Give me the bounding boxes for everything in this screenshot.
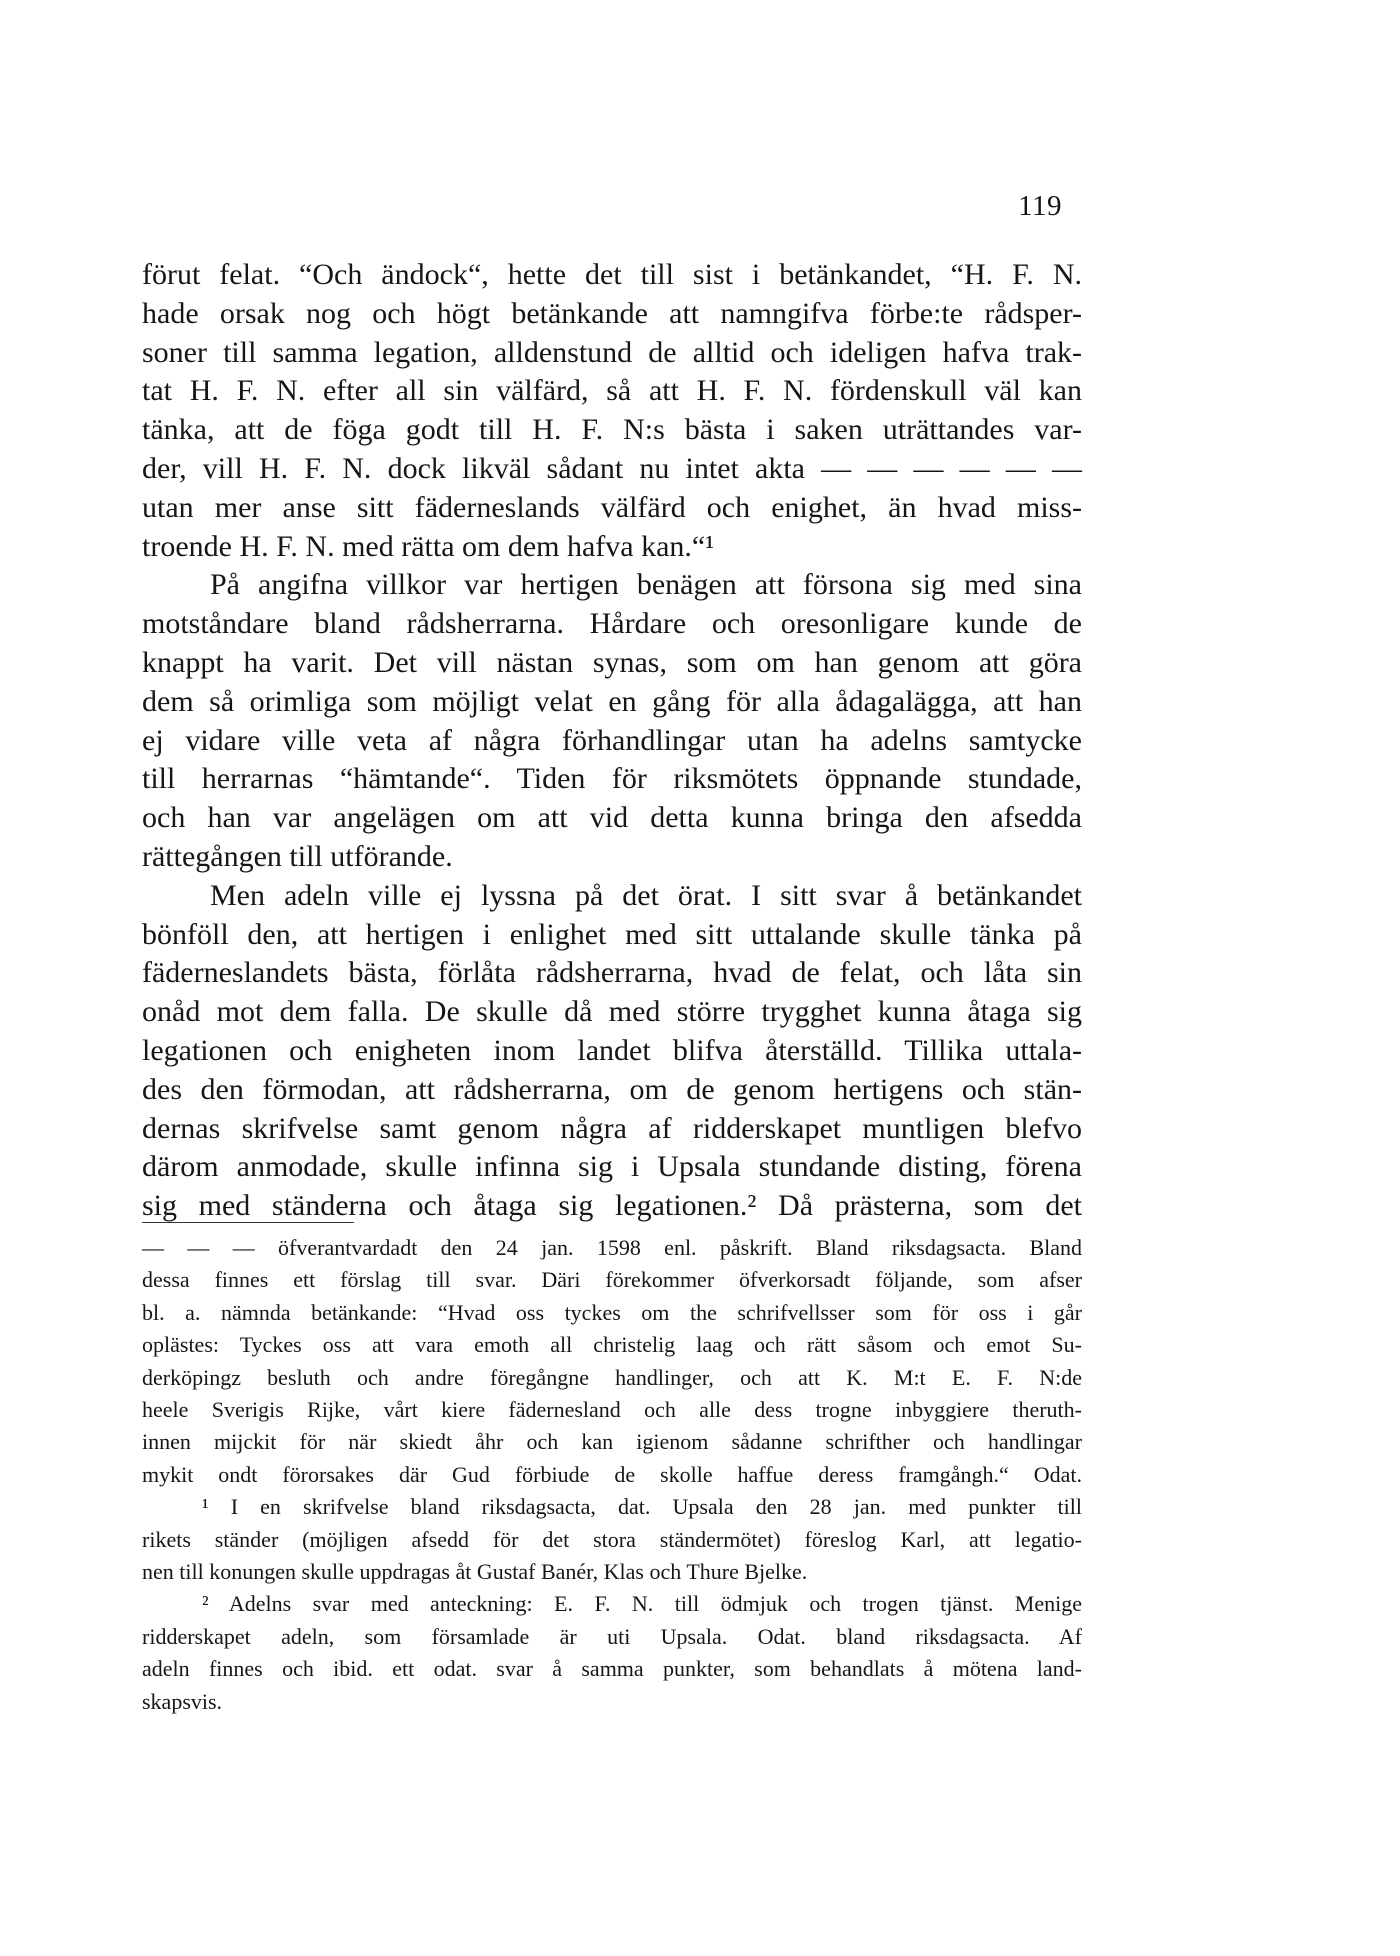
body-text-line: därom anmodade, skulle infinna sig i Upsala stundande disting, förena — [142, 1150, 1082, 1184]
body-text-line: dem så orimliga som möjligt velat en gång för alla ådagalägga, att han — [142, 684, 1082, 718]
footnote-line: oplästes: Tyckes oss att vara emoth all christelig laag och rätt såsom och emot Su- — [142, 1332, 1082, 1358]
body-text-line: knappt ha varit. Det vill nästan synas, som om han genom att göra — [142, 645, 1082, 679]
body-text-line: des den förmodan, att rådsherrarna, om de genom hertigens och stän- — [142, 1072, 1082, 1106]
footnote-line: ridderskapet adeln, som församlade är uti Upsala. Odat. bland riksdagsacta. Af — [142, 1623, 1082, 1649]
body-text-line: legationen och enigheten inom landet blifva återställd. Tillika uttala- — [142, 1033, 1082, 1067]
footnote-line: rikets ständer (möjligen afsedd för det stora ständermötet) föreslog Karl, att legatio- — [142, 1526, 1082, 1552]
footnote-line: bl. a. nämnda betänkande: “Hvad oss tyckes om the schrifvellsser som för oss i går — [142, 1299, 1082, 1325]
body-text-line: till herrarnas “hämtande“. Tiden för riksmötets öppnande stundade, — [142, 762, 1082, 796]
body-text-line: ej vidare ville veta af några förhandlingar utan ha adelns samtycke — [142, 723, 1082, 757]
footnote-line: innen mijckit för när skiedt åhr och kan igienom sådanne schrifther och handlingar — [142, 1429, 1082, 1455]
page-number: 119 — [1018, 190, 1062, 222]
body-text-line: tänka, att de föga godt till H. F. N:s bästa i saken uträttandes var- — [142, 413, 1082, 447]
body-text-line: dernas skrifvelse samt genom några af ridderskapet muntligen blefvo — [142, 1111, 1082, 1145]
body-text — [142, 256, 1082, 1226]
body-text-line: tat H. F. N. efter all sin välfärd, så att H. F. N. fördenskull väl kan — [142, 374, 1082, 408]
body-text-line: hade orsak nog och högt betänkande att namngifva förbe:te rådsper- — [142, 296, 1082, 330]
footnote-line: dessa finnes ett förslag till svar. Däri förekommer öfverkorsadt följande, som afser — [142, 1267, 1082, 1293]
body-text-line: onåd mot dem falla. De skulle då med större trygghet kunna åtaga sig — [142, 995, 1082, 1029]
footnote-divider — [142, 1222, 354, 1223]
footnote-line: derköpingz besluth och andre föregångne handlinger, och att K. M:t E. F. N:de — [142, 1364, 1082, 1390]
body-text-line: der, vill H. F. N. dock likväl sådant nu intet akta — — — — — — — [142, 451, 1082, 485]
body-text-line: motståndare bland rådsherrarna. Hårdare och oresonligare kunde de — [142, 607, 1082, 641]
footnote-line: — — — öfverantvardadt den 24 jan. 1598 enl. påskrift. Bland riksdagsacta. Bland — [142, 1235, 1082, 1260]
body-text-line: förut felat. “Och ändock“, hette det till sist i betänkandet, “H. F. N. — [142, 258, 1082, 291]
footnote-line: nen till konungen skulle uppdragas åt Gustaf Banér, Klas och Thure Bjelke. — [142, 1559, 808, 1585]
footnote-line: heele Sverigis Rijke, vårt kiere fädernesland och alle dess trogne inbyggiere theruth- — [142, 1397, 1082, 1423]
body-text-line: sig med ständerna och åtaga sig legationen.² Då prästerna, som det — [142, 1189, 1082, 1223]
body-text-line: soner till samma legation, alldenstund de alltid och ideligen hafva trak- — [142, 335, 1082, 369]
body-text-line: Men adeln ville ej lyssna på det örat. I sitt svar å betänkandet — [210, 878, 1082, 912]
body-text-line: troende H. F. N. med rätta om dem hafva kan.“¹ — [142, 529, 715, 563]
footnote-line: adeln finnes och ibid. ett odat. svar å samma punkter, som behandlats å mötena land- — [142, 1656, 1082, 1682]
footnote-line: mykit ondt förorsakes där Gud förbiude de skolle haffue deress framgångh.“ Odat. — [142, 1461, 1082, 1487]
body-text-line: På angifna villkor var hertigen benägen att försona sig med sina — [210, 568, 1082, 602]
footnote-line: ¹ I en skrifvelse bland riksdagsacta, dat. Upsala den 28 jan. med punkter till — [202, 1494, 1082, 1520]
footnote-line: ² Adelns svar med anteckning: E. F. N. till ödmjuk och trogen tjänst. Menige — [202, 1591, 1082, 1617]
body-text-line: bönföll den, att hertigen i enlighet med sitt uttalande skulle tänka på — [142, 917, 1082, 951]
body-text-line: fäderneslandets bästa, förlåta rådsherrarna, hvad de felat, och låta sin — [142, 956, 1082, 990]
body-text-line: och han var angelägen om att vid detta kunna bringa den afsedda — [142, 801, 1082, 835]
footnotes — [142, 1232, 1082, 1718]
footnote-line: skapsvis. — [142, 1688, 223, 1714]
body-text-line: utan mer anse sitt fäderneslands välfärd och enighet, än hvad miss- — [142, 490, 1082, 524]
body-text-line: rättegången till utförande. — [142, 839, 453, 873]
